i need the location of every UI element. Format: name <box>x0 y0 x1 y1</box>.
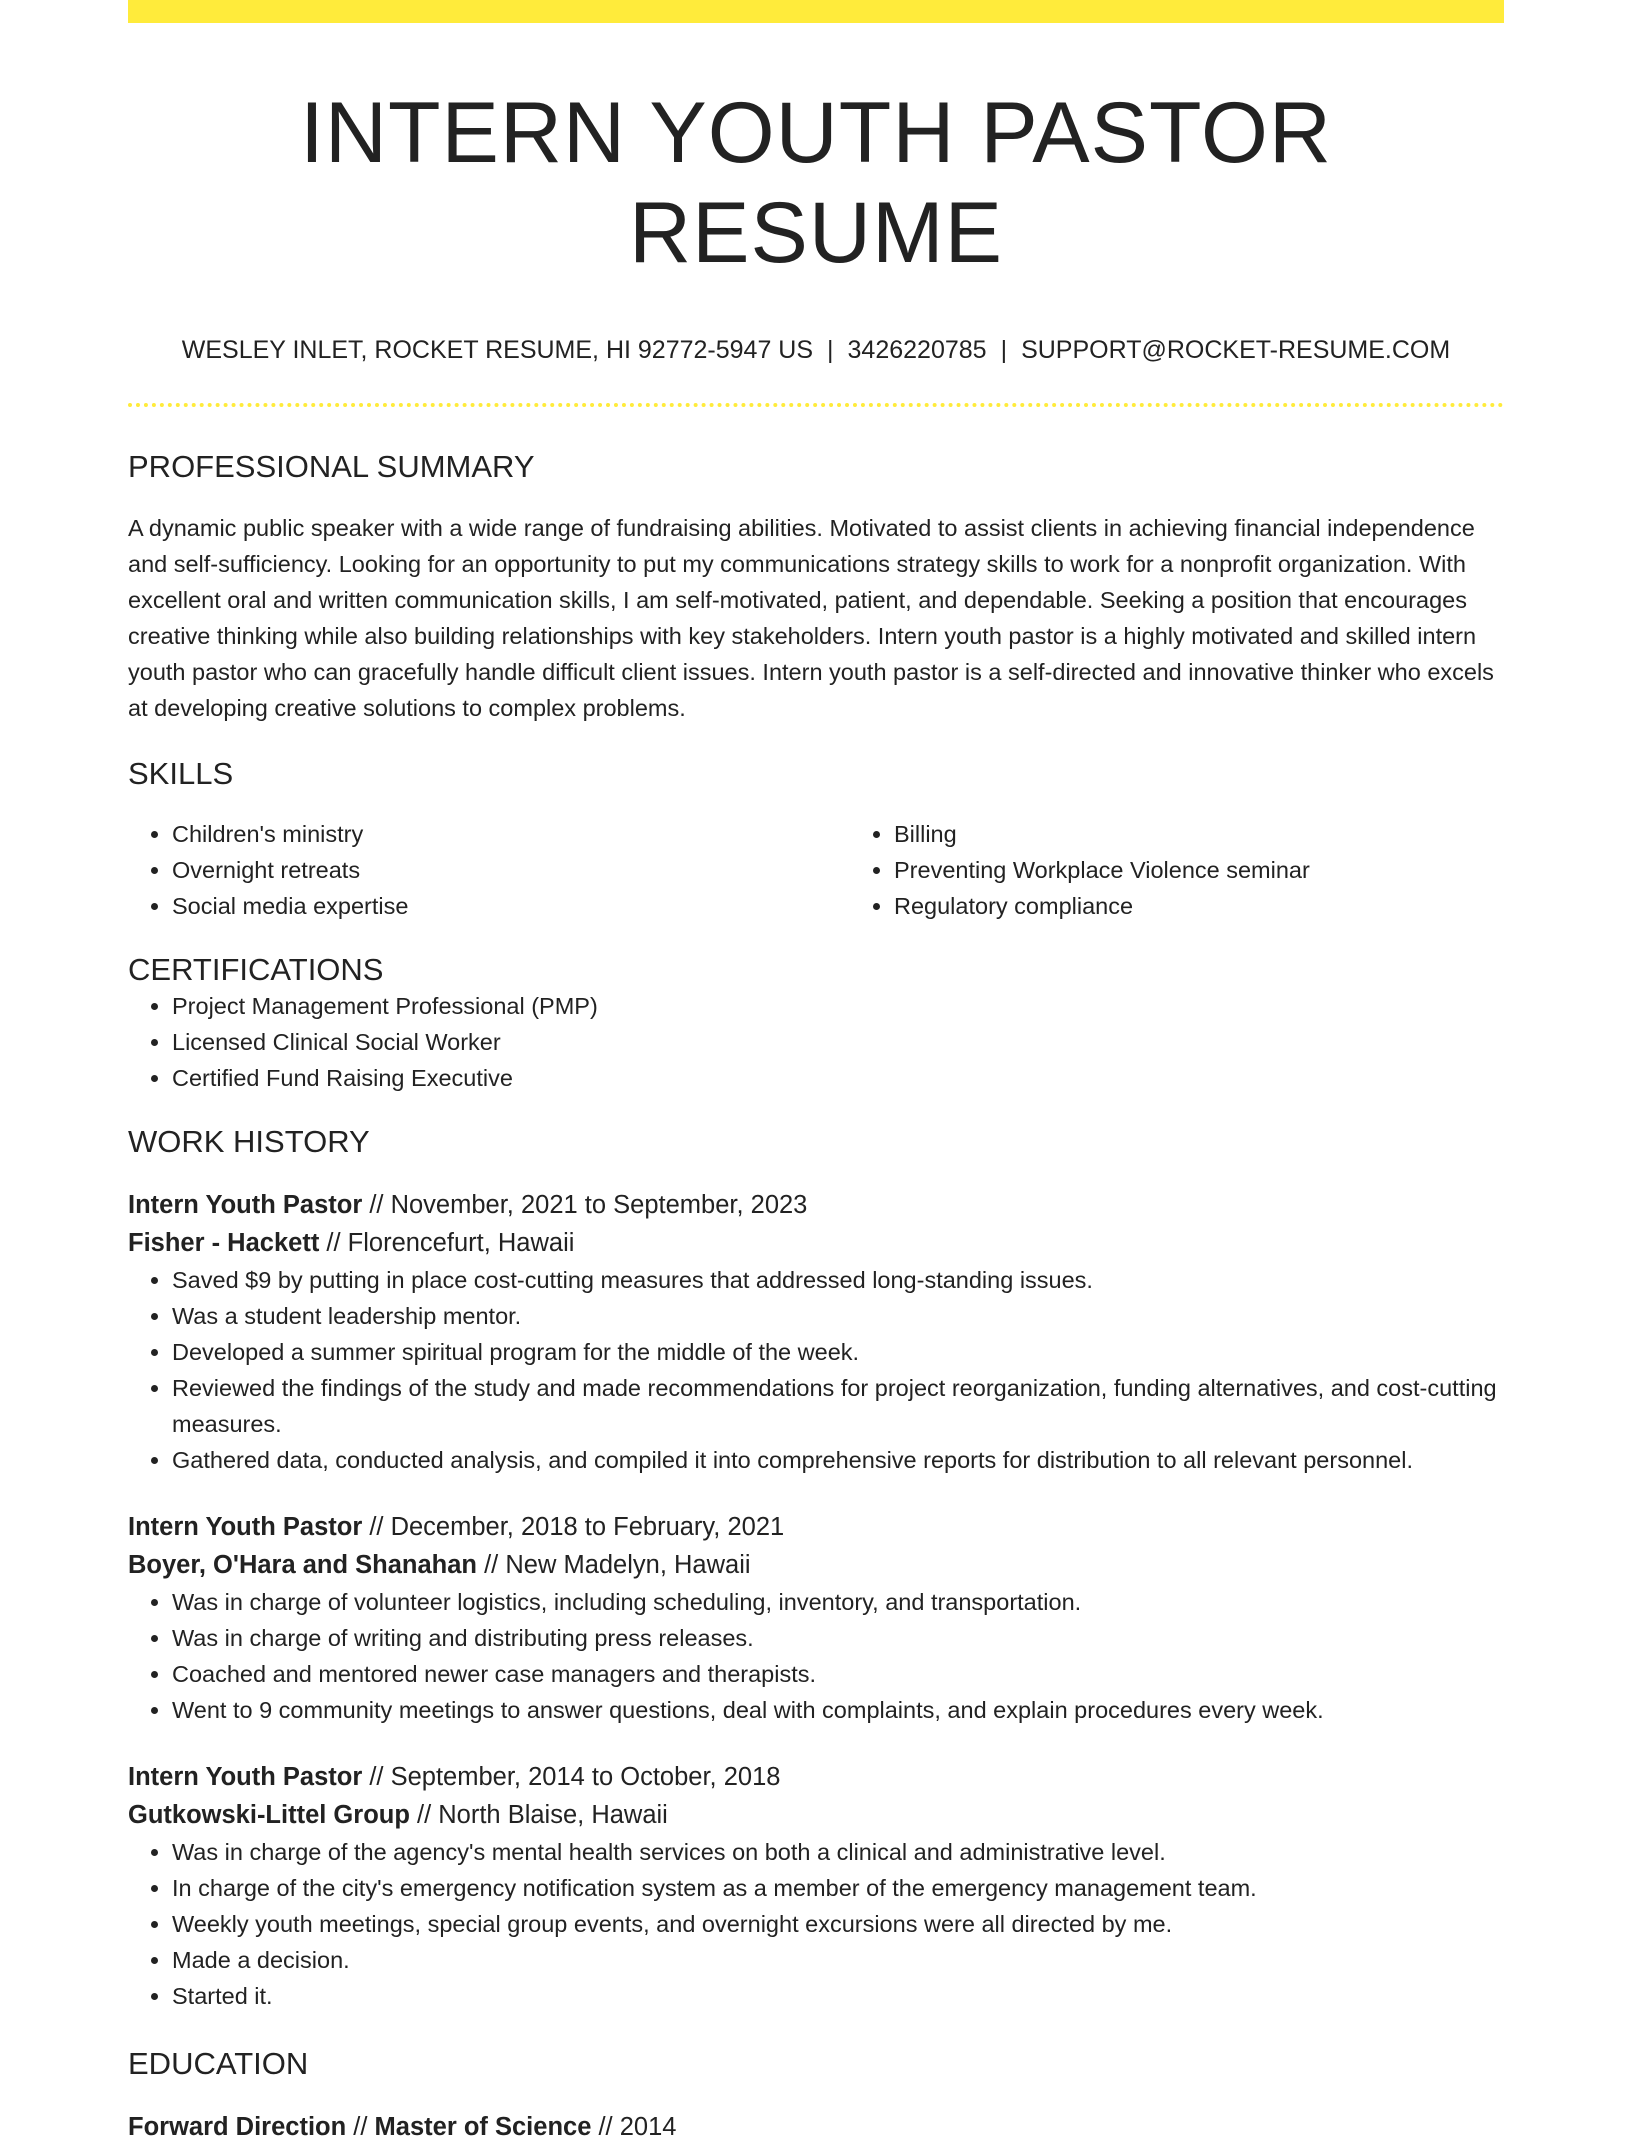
job-dates: // December, 2018 to February, 2021 <box>362 1513 785 1541</box>
certifications-heading: CERTIFICATIONS <box>128 952 384 987</box>
job-location: // New Madelyn, Hawaii <box>477 1551 751 1579</box>
work-history-heading: WORK HISTORY <box>128 1124 370 1159</box>
list-item: • Reviewed the findings of the study and made recommendations for project reorganization, funding alternatives, and cost-cutting measures. <box>172 1370 1504 1442</box>
job-title: Intern Youth Pastor <box>128 1513 363 1541</box>
job-title-line <box>128 1758 1504 1796</box>
job-bullets <box>128 1834 1504 2014</box>
education-year: // 2014 <box>591 2113 677 2141</box>
job-title: Intern Youth Pastor <box>128 1763 363 1791</box>
summary-heading: PROFESSIONAL SUMMARY <box>128 449 535 484</box>
list-item: • In charge of the city's emergency notification system as a member of the emergency management team. <box>172 1870 1504 1906</box>
job-company: Gutkowski-Littel Group <box>128 1801 410 1829</box>
job-dates: // September, 2014 to October, 2018 <box>362 1763 781 1791</box>
skills-columns <box>128 816 1504 924</box>
list-item: • Gathered data, conducted analysis, and compiled it into comprehensive reports for distribution to all relevant personnel. <box>172 1442 1504 1478</box>
list-item: • Went to 9 community meetings to answer questions, deal with complaints, and explain procedures every week. <box>172 1692 1504 1728</box>
list-item: • Was in charge of the agency's mental health services on both a clinical and administrative level. <box>172 1834 1504 1870</box>
job-entry <box>128 1758 1504 2014</box>
job-company: Fisher - Hackett <box>128 1229 320 1257</box>
contact-address: WESLEY INLET, ROCKET RESUME, HI 92772-5947 US <box>181 336 814 364</box>
certifications-list <box>128 988 1504 1096</box>
education-degree: Master of Science <box>374 2113 592 2141</box>
education-school: Forward Direction <box>128 2113 347 2141</box>
resume-title: INTERN YOUTH PASTOR RESUME <box>299 85 1333 281</box>
job-company-line <box>128 1546 1504 1584</box>
list-item: • Certified Fund Raising Executive <box>172 1060 1504 1096</box>
job-company: Boyer, O'Hara and Shanahan <box>128 1551 478 1579</box>
job-dates: // November, 2021 to September, 2023 <box>362 1191 808 1219</box>
list-item: • Made a decision. <box>172 1942 1504 1978</box>
job-location: // North Blaise, Hawaii <box>409 1801 668 1829</box>
contact-email: SUPPORT@ROCKET-RESUME.COM <box>1021 336 1451 364</box>
skills-list-right <box>850 816 1504 924</box>
list-item: • Developed a summer spiritual program for the middle of the week. <box>172 1334 1504 1370</box>
job-company-line <box>128 1796 1504 1834</box>
list-item: • Was a student leadership mentor. <box>172 1298 1504 1334</box>
summary-text: A dynamic public speaker with a wide range of fundraising abilities. Motivated to assist clients in achieving financial independence and self-sufficiency. Looking for an opportunity to put my communications strategy skills to work for a nonprofit organization. With excellent oral and written communication skills, I am self-motivated, patient, and dependable. Seeking a position that encourages creative thinking while also building relationships with key stakeholders. Intern youth pastor is a highly motivated and skilled intern youth pastor who can gracefully handle difficult client issues. Intern youth pastor is a self-directed and innovative thinker who excels at developing creative solutions to complex problems. <box>128 515 1494 721</box>
contact-phone: 3426220785 <box>847 336 987 364</box>
list-item: • Was in charge of writing and distributing press releases. <box>172 1620 1504 1656</box>
list-item: • Overnight retreats <box>172 852 850 888</box>
list-item: • Weekly youth meetings, special group events, and overnight excursions were all directed by me. <box>172 1906 1504 1942</box>
list-item: • Started it. <box>172 1978 1504 2014</box>
job-company-line <box>128 1224 1504 1262</box>
job-title: Intern Youth Pastor <box>128 1191 363 1219</box>
dotted-divider <box>128 403 1504 407</box>
job-title-line <box>128 1508 1504 1546</box>
job-entry <box>128 1186 1504 1478</box>
list-item: • Regulatory compliance <box>894 888 1504 924</box>
list-item: • Coached and mentored newer case managers and therapists. <box>172 1656 1504 1692</box>
contact-line <box>128 335 1504 365</box>
list-item: • Was in charge of volunteer logistics, including scheduling, inventory, and transportation. <box>172 1584 1504 1620</box>
list-item: • Preventing Workplace Violence seminar <box>894 852 1504 888</box>
top-accent-bar <box>128 0 1504 23</box>
job-title-line <box>128 1186 1504 1224</box>
skills-list-left <box>128 816 850 924</box>
job-bullets <box>128 1584 1504 1728</box>
list-item: • Project Management Professional (PMP) <box>172 988 1504 1024</box>
job-location: // Florencefurt, Hawaii <box>319 1229 575 1257</box>
list-item: • Children's ministry <box>172 816 850 852</box>
job-entry <box>128 1508 1504 1728</box>
list-item: • Licensed Clinical Social Worker <box>172 1024 1504 1060</box>
skills-heading: SKILLS <box>128 756 234 791</box>
job-bullets <box>128 1262 1504 1478</box>
list-item: • Billing <box>894 816 1504 852</box>
education-heading: EDUCATION <box>128 2046 309 2081</box>
contact-separator: | <box>1000 336 1008 364</box>
list-item: • Social media expertise <box>172 888 850 924</box>
contact-separator: | <box>827 336 834 364</box>
education-line: Forward Direction // Master of Science // 2014 <box>128 2113 677 2141</box>
resume-content <box>128 23 1504 2146</box>
list-item: • Saved $9 by putting in place cost-cutting measures that addressed long-standing issues. <box>172 1262 1504 1298</box>
